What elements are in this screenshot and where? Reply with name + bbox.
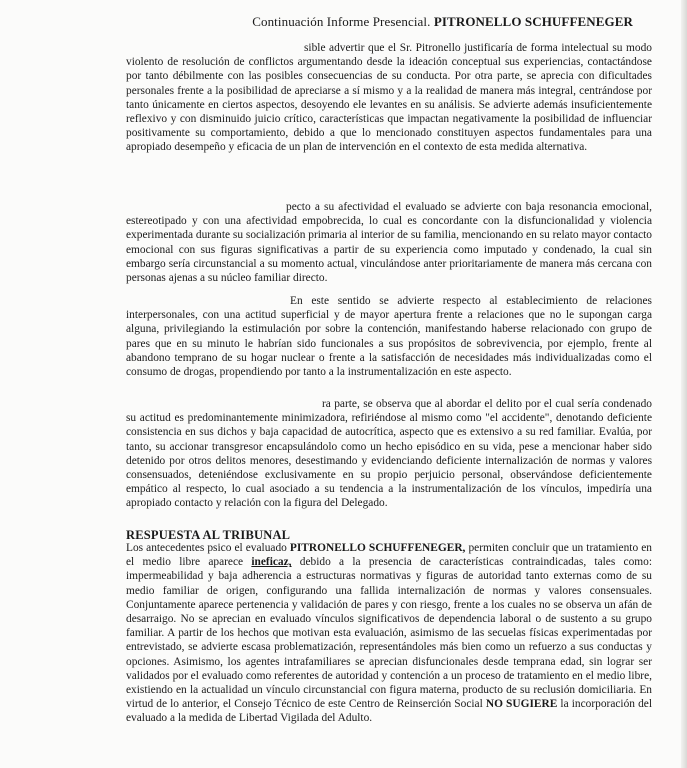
- paragraph-3: [126, 294, 652, 379]
- paragraph-1: [126, 41, 652, 155]
- response-emphasis: ineficaz,: [251, 556, 292, 569]
- response-verdict: NO SUGIERE: [485, 698, 558, 711]
- response-lead: Los antecedentes psico el evaluado: [126, 542, 287, 554]
- page-header: [252, 14, 633, 30]
- paragraph-2: [126, 200, 652, 285]
- header-name: PITRONELLO SCHUFFENEGER: [433, 14, 633, 29]
- response-paragraph: [126, 541, 652, 726]
- response-name: PITRONELLO SCHUFFENEGER,: [289, 542, 466, 554]
- paragraph-1-text: sible advertir que el Sr. Pitronello justificaría de forma intelectual su modo violento de resolución de conflictos argumentando desde la ideación conceptual sus experiencias, contactándose por tanto débilmente con las posibles consecuencias de su conducta. Por otra parte, se aprecia con dificultades personales frente a la posibilidad de apreciarse a sí mismo y a la realidad de manera más integral, centrándose por tanto únicamente en ciertos aspectos, desoyendo ele levantes en su análisis. Se advierte además insuficientemente reflexivo y con disminuido juicio crítico, características que impactan negativamente la posibilidad de influenciar positivamente su comportamiento, debido a que lo mencionado constituyen aspectos fundamentales para una apropiado desempeño y eficacia de un plan de intervención en el contexto de esta medida alternativa.: [126, 42, 652, 154]
- page-edge-shadow: [681, 0, 687, 768]
- paragraph-4-text: ra parte, se observa que al abordar el delito por el cual sería condenado su actitud es predominantemente minimizadora, refiriéndose al mismo como "el accidente", denotando deficiente consistencia en sus dichos y baja capacidad de autocrítica, aspecto que es extensivo a su red familiar. Evalúa, por tanto, su accionar transgresor encapsulándolo como un hecho episódico en su vida, pese a mencionar haber sido detenido por otros delitos menores, desestimando y evidenciando deficiente internalización de normas y valores consensuados, deteniéndose exclusivamente en su propio perjuicio personal, observándose deficientemente empático al respecto, lo cual asociado a su tendencia a la instrumentalización de los vínculos, impediría una apropiado contacto y relación con la figura del Delegado.: [126, 398, 652, 510]
- paragraph-4: [126, 397, 652, 511]
- header-prefix: Continuación Informe Presencial.: [252, 14, 431, 29]
- response-closing: la incorporación del evaluado a la medida de Libertad Vigilada del Adulto.: [126, 698, 652, 725]
- response-body: debido a la presencia de características contraindicadas, tales como: impermeabilidad y baja adherencia a estructuras normativas y figuras de autoridad tanto externas como de su medio familiar de origen, configurando una fallida internalización de normas y valores consensuales. Conjuntamente aparece pertenencia y validación de pares y con riesgo, frente a los cuales no se observa un afán de desarraigo. No se aprecian en evaluado vínculos significativos de dependencia laboral o de sustento a su grupo familiar. A partir de los hechos que motivan esta evaluación, asimismo de las secuelas físicas experimentadas por entrevistado, se advierte escasa problematización, representándoles más bien como un refuerzo a sus conductas y opciones. Asimismo, los agentes intrafamiliares se aprecian disfuncionales desde temprana edad, sin lograr ser validados por el evaluado como referentes de autoridad y contención a un proceso de tratamiento en el medio libre, existiendo en la actualidad un vínculo circunstancial con figura materna, producto de su reclusión domiciliaria. En virtud de lo anterior, el Consejo Técnico de este Centro de Reinserción Social: [126, 556, 653, 711]
- paragraph-3-text: En este sentido se advierte respecto al establecimiento de relaciones interpersonales, con una actitud superficial y de mayor apertura frente a relaciones que no le supongan carga alguna, privilegiando la estimulación por sobre la contención, manifestando haberse relacionado con grupo de pares que en su minuto le habrían sido funcionales a sus propósitos de sobrevivencia, por ejemplo, frente al abandono temprano de su hogar nuclear o frente a la satisfacción de necesidades más individualizadas como el consumo de drogas, propendiendo por tanto a la instrumentalización en este aspecto.: [126, 295, 652, 379]
- response-mid: permiten concluir que un tratamiento en el medio libre aparece: [126, 542, 652, 569]
- response-heading: RESPUESTA AL TRIBUNAL: [126, 528, 291, 542]
- paragraph-2-text: pecto a su afectividad el evaluado se advierte con baja resonancia emocional, estereotipado y con una afectividad empobrecida, lo cual es concordante con la disfuncionalidad y violencia experimentada durante su socialización primaria al interior de su familia, mencionando en su relato mayor contacto emocional con sus figuras significativas a partir de su experiencia como imputado y condenado, la cual sin embargo sería circunstancial a su momento actual, vinculándose anter prioritariamente de manera más cercana con personas ajenas a su núcleo familiar directo.: [126, 201, 652, 285]
